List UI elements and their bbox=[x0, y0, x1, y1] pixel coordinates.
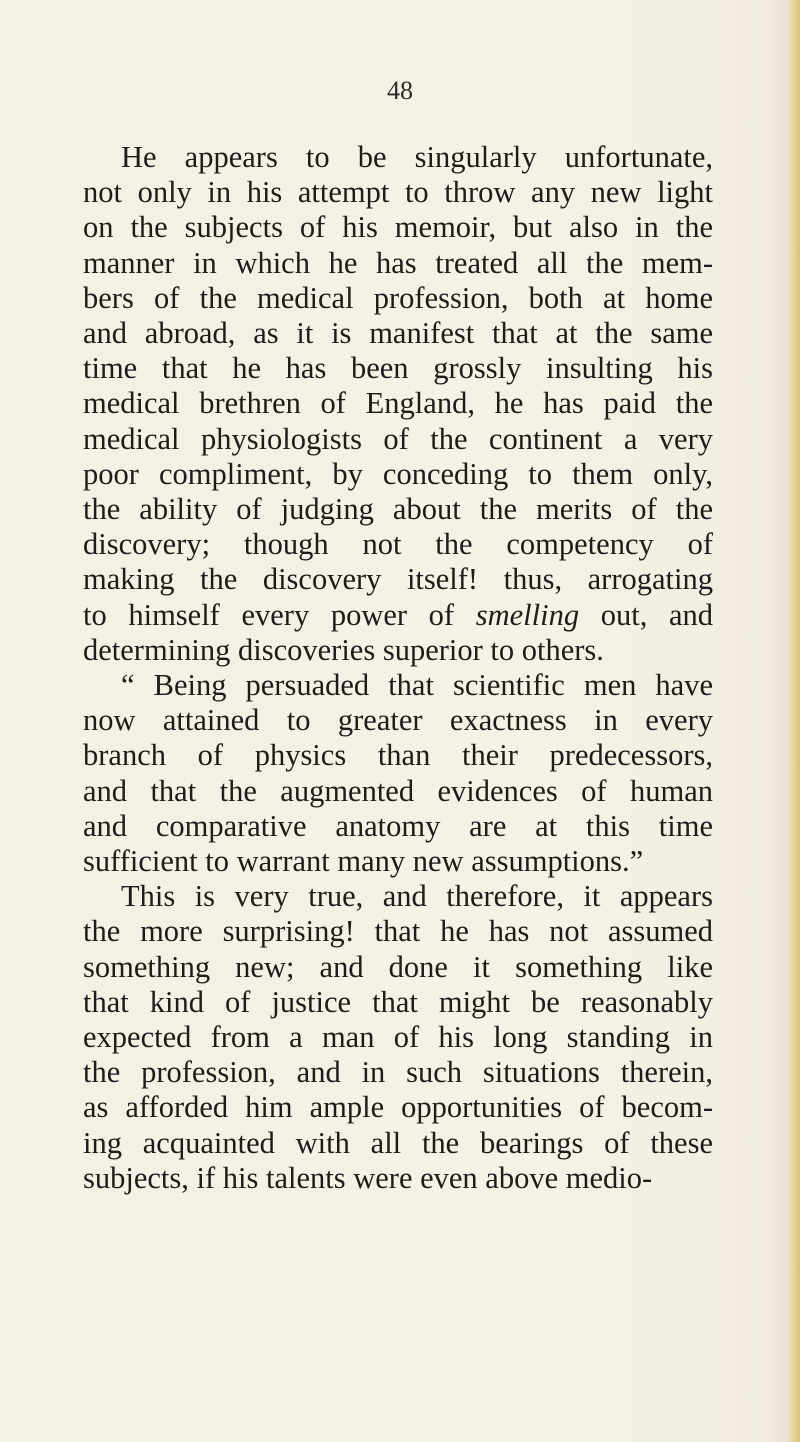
text-line: branch of physics than their predecessors, bbox=[83, 738, 713, 773]
text-line: discovery; though not the competency of bbox=[83, 527, 713, 562]
text-line: the profession, and in such situations therein, bbox=[83, 1055, 713, 1090]
text-line: “ Being persuaded that scientific men have bbox=[121, 668, 713, 703]
text-line: the more surprising! that he has not assumed bbox=[83, 914, 713, 949]
text-line: and that the augmented evidences of human bbox=[83, 773, 713, 808]
text-line: something new; and done it something like bbox=[83, 949, 713, 984]
text-line: that kind of justice that might be reasonably bbox=[83, 984, 713, 1019]
text-run: to himself every power of bbox=[83, 597, 476, 632]
text-line: sufficient to warrant many new assumptions.” bbox=[83, 844, 644, 879]
text-line: on the subjects of his memoir, but also in the bbox=[83, 210, 713, 245]
text-line: poor compliment, by conceding to them only, bbox=[83, 456, 713, 491]
text-line: the ability of judging about the merits of the bbox=[83, 492, 713, 527]
text-line: expected from a man of his long standing in bbox=[83, 1020, 713, 1055]
text-run: out, and bbox=[579, 597, 713, 632]
text-line: making the discovery itself! thus, arrogating bbox=[83, 562, 713, 597]
text-line: and comparative anatomy are at this time bbox=[83, 808, 713, 843]
text-line: subjects, if his talents were even above medio- bbox=[83, 1160, 653, 1195]
text-line: medical physiologists of the continent a very bbox=[83, 421, 713, 456]
text-line: determining discoveries superior to others. bbox=[83, 632, 604, 667]
text-line: as afforded him ample opportunities of becom- bbox=[83, 1090, 713, 1125]
page-number: 48 bbox=[387, 76, 413, 105]
text-line: He appears to be singularly unfortunate, bbox=[121, 140, 713, 174]
text-line bbox=[83, 598, 713, 633]
page-edge bbox=[788, 0, 800, 1442]
text-line: now attained to greater exactness in every bbox=[83, 703, 713, 738]
emphasized-word: smelling bbox=[475, 597, 580, 632]
text-line: bers of the medical profession, both at home bbox=[83, 280, 713, 315]
text-line: medical brethren of England, he has paid the bbox=[83, 386, 713, 421]
text-line: ing acquainted with all the bearings of these bbox=[83, 1125, 713, 1160]
text-line: manner in which he has treated all the mem- bbox=[83, 245, 713, 280]
body-text bbox=[83, 140, 713, 1196]
text-line: This is very true, and therefore, it appears bbox=[121, 879, 713, 914]
text-line: time that he has been grossly insulting his bbox=[83, 351, 713, 386]
text-line: not only in his attempt to throw any new light bbox=[83, 175, 713, 210]
text-line: and abroad, as it is manifest that at the same bbox=[83, 316, 713, 351]
